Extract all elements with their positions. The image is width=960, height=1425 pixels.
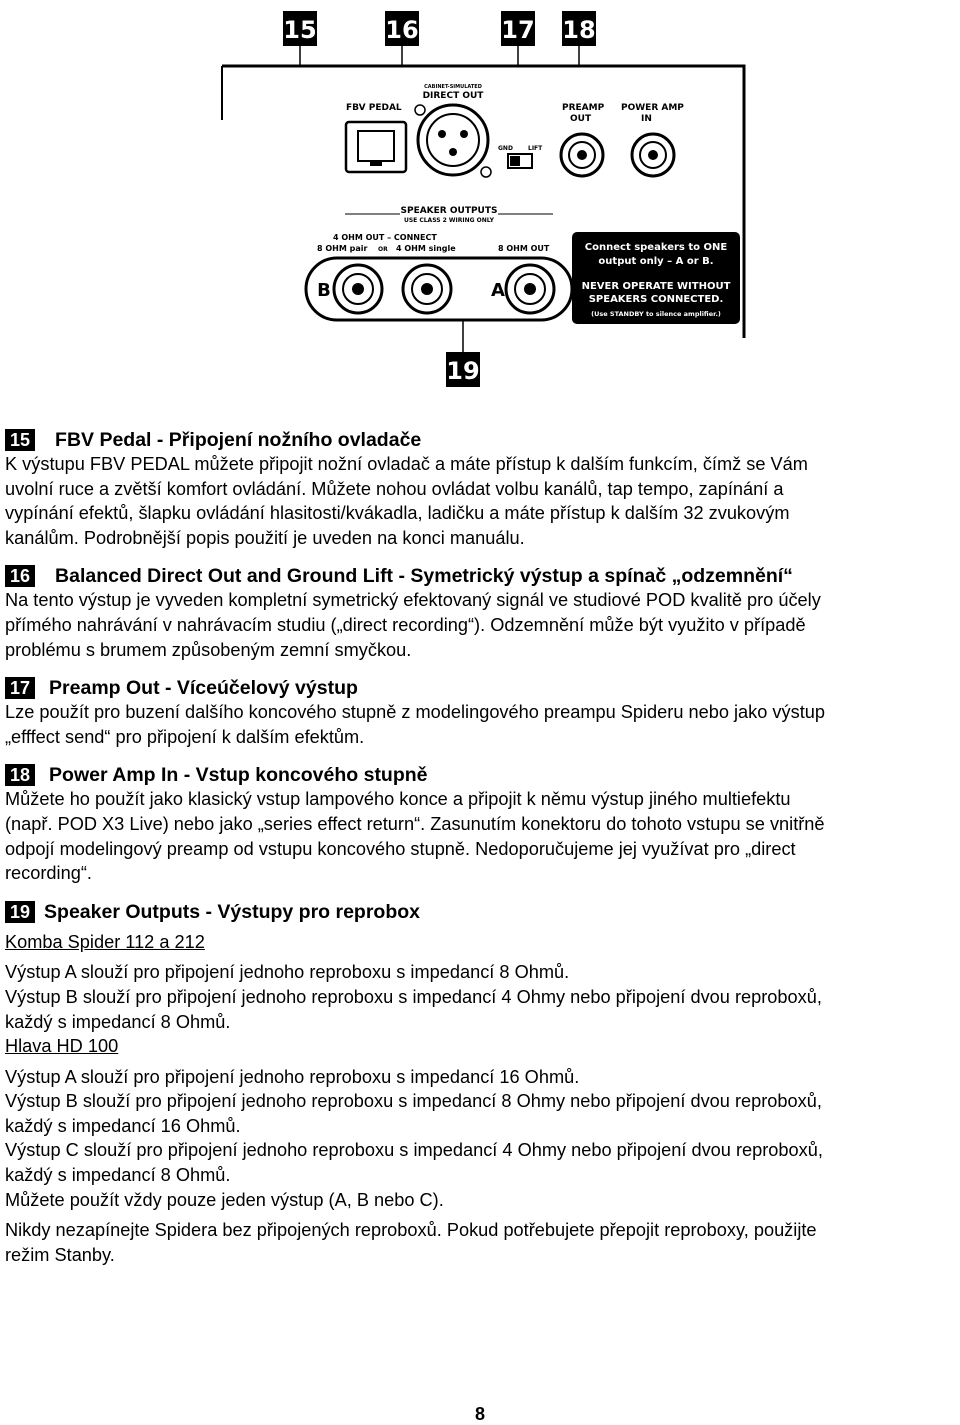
svg-text:CABINET-SIMULATED: CABINET-SIMULATED xyxy=(424,84,482,90)
svg-text:19: 19 xyxy=(446,357,480,385)
section-16-heading xyxy=(5,564,957,588)
svg-text:LIFT: LIFT xyxy=(528,145,543,152)
body-line: Výstup A slouží pro připojení jednoho reproboxu s impedancí 16 Ohmů. xyxy=(5,1066,580,1087)
power-amp-in-label: POWER AMP xyxy=(621,103,684,113)
body-line: (např. POD X3 Live) nebo jako „series effect return“. Zasunutím konektoru do tohoto vstupu se vnitřně xyxy=(5,813,825,834)
section-17 xyxy=(5,676,957,749)
svg-text:IN: IN xyxy=(641,114,652,124)
body-line: recording“. xyxy=(5,863,92,884)
callout-19 xyxy=(446,352,480,387)
section-number-badge: 15 xyxy=(5,429,35,451)
body-line: Na tento výstup je vyveden kompletní symetrický efektovaný signál ve studiové POD kvalitě pro účely xyxy=(5,590,821,611)
section-number-badge: 16 xyxy=(5,565,35,587)
section-17-heading xyxy=(5,676,957,700)
section-18-heading xyxy=(5,763,957,787)
preamp-out-jack xyxy=(561,134,603,176)
callout-17 xyxy=(501,11,535,46)
callout-16 xyxy=(385,11,419,46)
section-title: Power Amp In - Vstup koncového stupně xyxy=(49,764,428,787)
preamp-out-label: PREAMP xyxy=(562,103,605,113)
body-line: odpojí modelingový preamp od vstupu koncového stupně. Nedoporučujeme jej využívat pro „direct xyxy=(5,838,796,859)
section-title: Speaker Outputs - Výstupy pro reprobox xyxy=(44,900,421,923)
section-19-heading xyxy=(5,900,957,924)
power-amp-in-jack xyxy=(632,134,674,176)
section-16 xyxy=(5,564,957,662)
fbv-pedal-jack xyxy=(346,122,406,172)
rear-panel-figure xyxy=(0,0,960,400)
fbv-label: FBV PEDAL xyxy=(346,103,402,113)
svg-text:SPEAKERS CONNECTED.: SPEAKERS CONNECTED. xyxy=(588,294,724,305)
speaker-jack-b1 xyxy=(334,265,382,313)
svg-text:8 OHM pair: 8 OHM pair xyxy=(317,244,368,253)
body-line: přímého nahrávání v nahrávacím studiu („direct recording“). Odzemnění může být využito v případě xyxy=(5,614,806,635)
body-line: Výstup B slouží pro připojení jednoho reproboxu s impedancí 4 Ohmy nebo připojení dvou reproboxů, xyxy=(5,986,822,1007)
svg-text:NEVER OPERATE WITHOUT: NEVER OPERATE WITHOUT xyxy=(581,281,731,292)
section-title: Preamp Out - Víceúčelový výstup xyxy=(49,677,358,700)
ground-lift-switch xyxy=(508,154,532,168)
svg-text:output only – A or B.: output only – A or B. xyxy=(598,256,714,267)
section-number-badge: 17 xyxy=(5,677,35,699)
svg-text:16: 16 xyxy=(385,16,419,44)
body-line: režim Stanby. xyxy=(5,1244,115,1265)
speaker-outputs-label: SPEAKER OUTPUTS xyxy=(400,206,498,216)
section-15-heading xyxy=(5,428,957,452)
body-line: problému s brumem způsobeným zemní smyčkou. xyxy=(5,639,412,660)
speaker-jack-a xyxy=(506,265,554,313)
svg-text:4 OHM single: 4 OHM single xyxy=(396,244,456,253)
section-19 xyxy=(5,900,957,1268)
jack-b-label: B xyxy=(317,280,331,301)
svg-text:4 OHM OUT – CONNECT: 4 OHM OUT – CONNECT xyxy=(333,233,437,242)
jack-a-label: A xyxy=(491,280,505,301)
body-line: Výstup B slouží pro připojení jednoho reproboxu s impedancí 8 Ohmy nebo připojení dvou reproboxů, xyxy=(5,1091,822,1112)
speaker-jack-b2 xyxy=(403,265,451,313)
subheading-combo: Komba Spider 112 a 212 xyxy=(5,931,205,952)
page-number: 8 xyxy=(474,1404,485,1424)
body-line: kanálům. Podrobnější popis použití je uveden na konci manuálu. xyxy=(5,527,525,548)
svg-text:USE CLASS 2 WIRING ONLY: USE CLASS 2 WIRING ONLY xyxy=(403,217,495,224)
svg-text:18: 18 xyxy=(562,16,596,44)
body-line: Můžete použít vždy pouze jeden výstup (A, B nebo C). xyxy=(5,1189,444,1210)
section-number-badge: 18 xyxy=(5,764,35,786)
section-title: Balanced Direct Out and Ground Lift - Symetrický výstup a spínač „odzemnění“ xyxy=(55,565,793,588)
direct-out-label: DIRECT OUT xyxy=(422,91,484,101)
section-18 xyxy=(5,763,957,885)
body-line: každý s impedancí 16 Ohmů. xyxy=(5,1115,241,1136)
manual-content xyxy=(5,428,957,1267)
svg-text:OUT: OUT xyxy=(570,114,592,124)
body-line: každý s impedancí 8 Ohmů. xyxy=(5,1165,231,1186)
body-line: Výstup C slouží pro připojení jednoho reproboxu s impedancí 4 Ohmy nebo připojení dvou reproboxů, xyxy=(5,1140,823,1161)
svg-text:OR: OR xyxy=(378,246,388,253)
body-line: K výstupu FBV PEDAL můžete připojit nožní ovladač a máte přístup k dalším funkcím, čímž se Vám xyxy=(5,454,808,474)
body-line: Nikdy nezapínejte Spidera bez připojených reproboxů. Pokud potřebujete přepojit reproboxy, použijte xyxy=(5,1220,817,1241)
svg-text:17: 17 xyxy=(501,16,535,44)
body-line: Výstup A slouží pro připojení jednoho reproboxu s impedancí 8 Ohmů. xyxy=(5,962,570,983)
body-line: „efffect send“ pro připojení k dalším efektům. xyxy=(5,726,365,747)
body-line: Můžete ho použít jako klasický vstup lampového konce a připojit k němu výstup jiného multiefektu xyxy=(5,789,791,810)
section-15 xyxy=(5,428,957,550)
subheading-head: Hlava HD 100 xyxy=(5,1036,119,1057)
section-number-badge: 19 xyxy=(5,901,35,923)
callout-18 xyxy=(562,11,596,46)
callout-15 xyxy=(283,11,317,46)
body-line: Lze použít pro buzení dalšího koncového stupně z modelingového preampu Spideru nebo jako výstup xyxy=(5,702,825,723)
svg-text:Connect speakers to ONE: Connect speakers to ONE xyxy=(584,242,728,253)
direct-out-xlr-jack xyxy=(415,105,491,177)
svg-text:(Use STANDBY to silence amplif: (Use STANDBY to silence amplifier.) xyxy=(591,310,721,318)
body-line: každý s impedancí 8 Ohmů. xyxy=(5,1011,231,1032)
svg-text:8 OHM OUT: 8 OHM OUT xyxy=(498,244,550,253)
svg-text:GND: GND xyxy=(498,145,513,152)
svg-text:15: 15 xyxy=(283,16,317,44)
body-line: vypínání efektů, šlapku ovládání hlasitosti/kvákadla, ladičku a máte přístup k dalším 32 zvukovým xyxy=(5,503,790,524)
section-title: FBV Pedal - Připojení nožního ovladače xyxy=(55,429,422,451)
body-line: uvolní ruce a zvětší komfort ovládání. Můžete nohou ovládat volbu kanálů, tap tempo, zapínání a xyxy=(5,478,784,499)
speaker-warning-box xyxy=(572,232,740,324)
